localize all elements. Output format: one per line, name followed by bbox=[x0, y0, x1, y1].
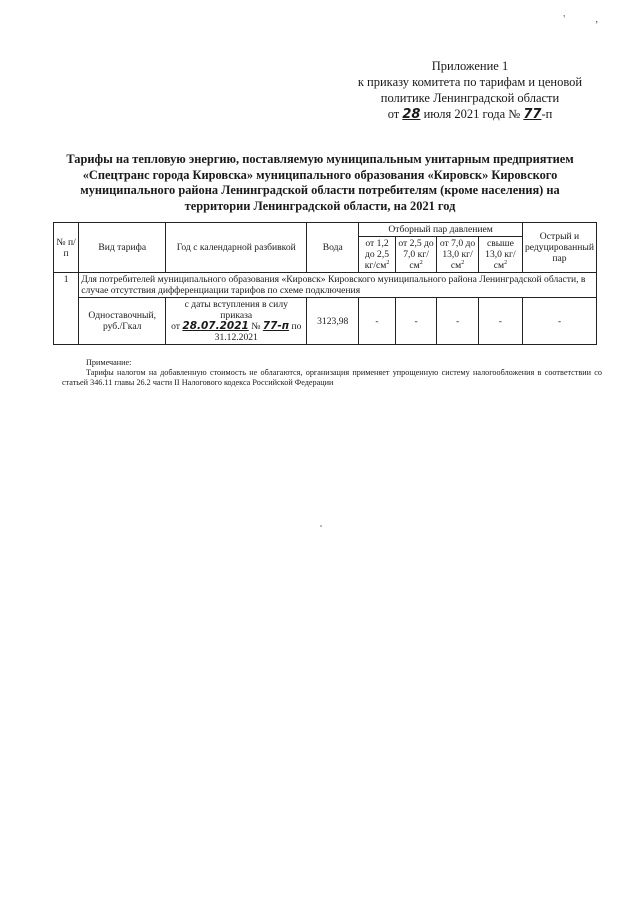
header-tariff-type: Вид тарифа bbox=[79, 223, 166, 273]
header-num: № п/п bbox=[54, 223, 79, 273]
cell-steam-1: - bbox=[359, 298, 396, 345]
title-line-2: «Спецтранс города Кировска» муниципального образования «Кировск» Кировского bbox=[82, 167, 558, 182]
order-suffix: -п bbox=[541, 107, 553, 121]
corner-marks: ' , bbox=[563, 14, 612, 25]
note-block bbox=[62, 358, 602, 388]
appendix-title: Приложение 1 bbox=[431, 59, 509, 73]
cell-steam-2: - bbox=[395, 298, 436, 345]
cell-tariff-type: Одноставочный, руб./Гкал bbox=[79, 298, 166, 345]
header-steam-1: от 1,2 до 2,5 $кг/см^2$ bbox=[359, 237, 396, 273]
appendix-date-line bbox=[330, 106, 610, 123]
appendix-line-2: к приказу комитета по тарифам и ценовой bbox=[357, 75, 583, 89]
cell-steam-4: - bbox=[478, 298, 522, 345]
document-title bbox=[40, 152, 600, 214]
appendix-line-3: политике Ленинградской области bbox=[380, 91, 560, 105]
table-row bbox=[54, 298, 597, 345]
group-description: Для потребителей муниципального образования «Кировск» Кировского муниципального района Ленинградской области, в случае отсутствия дифференциации тарифов по схеме подключения bbox=[79, 273, 597, 298]
note-heading: Примечание: bbox=[86, 358, 132, 367]
title-line-1: Тарифы на тепловую энергию, поставляемую муниципальным унитарным предприятием bbox=[66, 152, 574, 166]
handwritten-period-number: 77-п bbox=[262, 320, 290, 332]
cell-period: с даты вступления в силу приказа от 28.07.2021 № 77-п по 31.12.2021 bbox=[166, 298, 307, 345]
date-prefix: от bbox=[387, 107, 400, 121]
handwritten-order-number: 77 bbox=[523, 107, 542, 122]
cell-steam-3: - bbox=[437, 298, 479, 345]
title-line-3: муниципального района Ленинградской области потребителям (кроме населения) на bbox=[80, 183, 560, 197]
appendix-header bbox=[330, 58, 610, 123]
handwritten-day: 28 bbox=[402, 107, 421, 122]
note-text: Тарифы налогом на добавленную стоимость не облагаются, организация применяет упрощенную систему налогообложения в соответствии со статьей 346.11 главы 26.2 части II Налогового кодекса Российской Федерации bbox=[62, 368, 602, 387]
tariff-table bbox=[53, 222, 597, 345]
header-sharp-steam: Острый и редуцированный пар bbox=[522, 223, 596, 273]
cell-water: 3123,98 bbox=[307, 298, 359, 345]
group-num: 1 bbox=[54, 273, 79, 345]
header-year-breakdown: Год с календарной разбивкой bbox=[166, 223, 307, 273]
scan-speck bbox=[320, 525, 322, 527]
cell-sharp-steam: - bbox=[522, 298, 596, 345]
header-steam-4: свыше 13,0 $кг/см^2$ bbox=[478, 237, 522, 273]
handwritten-period-date: 28.07.2021 bbox=[182, 320, 249, 332]
group-row bbox=[54, 273, 597, 298]
header-water: Вода bbox=[307, 223, 359, 273]
header-row-1 bbox=[54, 223, 597, 237]
title-line-4: территории Ленинградской области, на 2021 год bbox=[184, 198, 456, 213]
header-steam-3: от 7,0 до 13,0 $кг/см^2$ bbox=[437, 237, 479, 273]
header-steam-group: Отборный пар давлением bbox=[359, 223, 523, 237]
date-rest: июля 2021 года № bbox=[423, 107, 521, 121]
header-steam-2: от 2,5 до 7,0 $кг/см^2$ bbox=[395, 237, 436, 273]
